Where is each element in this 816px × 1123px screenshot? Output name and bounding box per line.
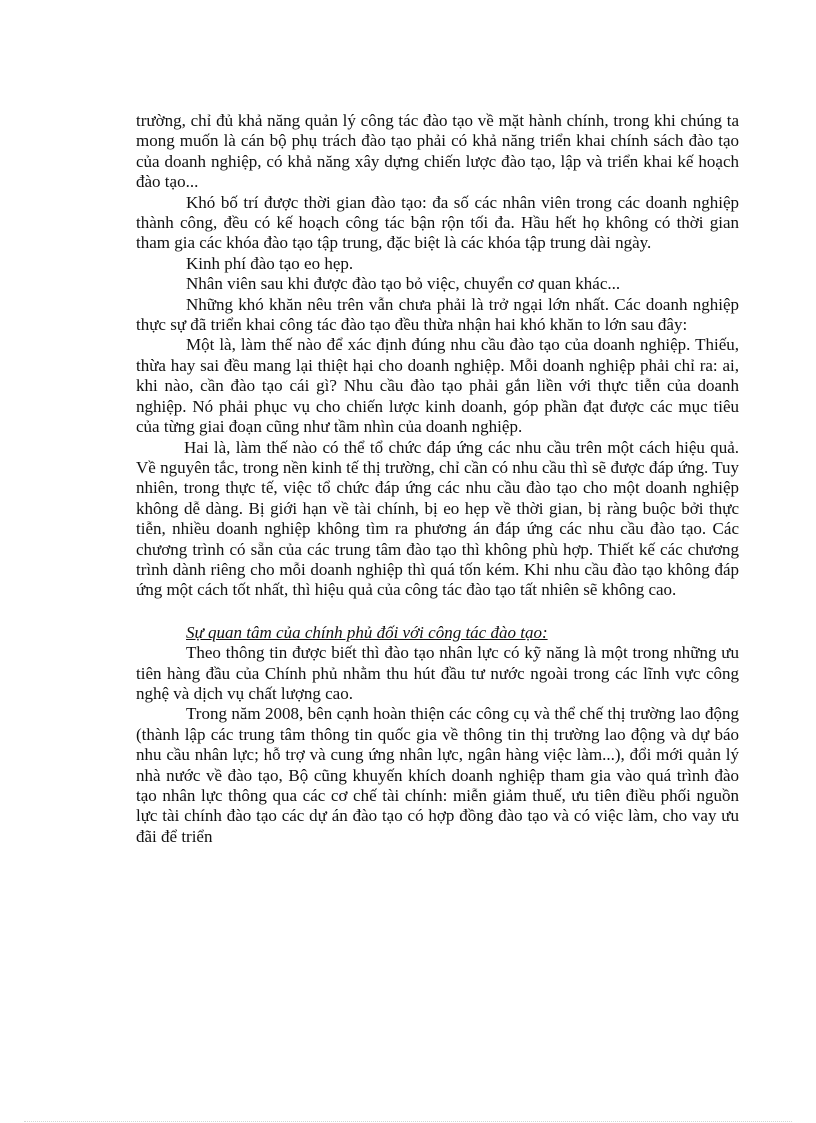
paragraph-main-difficulties: Những khó khăn nêu trên vẫn chưa phải là trở ngại lớn nhất. Các doanh nghiệp thực sự đã triển khai công tác đào tạo đều thừa nhận hai khó khăn to lớn sau đây: <box>136 294 739 335</box>
paragraph-time-constraint: Khó bố trí được thời gian đào tạo: đa số các nhân viên trong các doanh nghiệp thành công, đều có kế hoạch công tác bận rộn tối đa. Hầu hết họ không có thời gian tham gia các khóa đào tạo tập trung, đặc biệt là các khóa tập trung dài ngày. <box>136 192 739 253</box>
paragraph-continuation: trường, chỉ đủ khả năng quản lý công tác đào tạo về mặt hành chính, trong khi chúng ta mong muốn là cán bộ phụ trách đào tạo phải có khả năng triển khai chính sách đào tạo của doanh nghiệp, có khả năng xây dựng chiến lược đào tạo, lập và triển khai kế hoạch đào tạo... <box>136 111 739 192</box>
paragraph-first-difficulty: Một là, làm thế nào để xác định đúng nhu cầu đào tạo của doanh nghiệp. Thiếu, thừa hay sai đều mang lại thiệt hại cho doanh nghiệp. Mỗi doanh nghiệp phải chỉ ra: ai, khi nào, cần đào tạo cái gì? Nhu cầu đào tạo phải gắn liền với thực tiễn của doanh nghiệp. Nó phải phục vụ cho chiến lược kinh doanh, góp phần đạt được các mục tiêu của từng giai đoạn cũng như tầm nhìn của doanh nghiệp. <box>136 335 739 437</box>
paragraph-staff-leaving: Nhân viên sau khi được đào tạo bỏ việc, chuyển cơ quan khác... <box>186 274 621 294</box>
paragraph-2008-policy: Trong năm 2008, bên cạnh hoàn thiện các công cụ và thể chế thị trường lao động (thành lập các trung tâm thông tin quốc gia về thông tin thị trường lao động và dự báo nhu cầu nhân lực; hỗ trợ và cung ứng nhân lực, ngân hàng việc làm...), đổi mới quản lý nhà nước về đào tạo, Bộ cũng khuyến khích doanh nghiệp tham gia vào quá trình đào tạo nhân lực thông qua các cơ chế tài chính: miễn giảm thuế, ưu tiên điều phối nguồn lực tài chính đào tạo các dự án đào tạo có hợp đồng đào tạo và có việc làm, cho vay ưu đãi để triển <box>136 704 739 846</box>
paragraph-government-priority: Theo thông tin được biết thì đào tạo nhân lực có kỹ năng là một trong những ưu tiên hàng đầu của Chính phủ nhằm thu hút đầu tư nước ngoài trong các lĩnh vực công nghệ và dịch vụ chất lượng cao. <box>136 643 739 703</box>
section-heading: Sự quan tâm của chính phủ đối với công tác đào tạo: <box>186 622 548 642</box>
paragraph-second-difficulty: Hai là, làm thế nào có thể tổ chức đáp ứng các nhu cầu trên một cách hiệu quả. Về nguyên tắc, trong nền kinh tế thị trường, chỉ cần có nhu cầu thì sẽ được đáp ứng. Tuy nhiên, trong thực tế, việc tổ chức đáp ứng các nhu cầu đào tạo cho một doanh nghiệp không dễ dàng. Bị giới hạn về tài chính, bị eo hẹp về thời gian, bị ràng buộc bởi thực tiễn, nhiều doanh nghiệp không tìm ra phương án đáp ứng các nhu cầu đào tạo. Các chương trình có sẵn của các trung tâm đào tạo thì không phù hợp. Thiết kế các chương trình dành riêng cho mỗi doanh nghiệp thì quá tốn kém. Khi nhu cầu đào tạo không đáp ứng một cách tốt nhất, thì hiệu quả của công tác đào tạo tất nhiên sẽ không cao. <box>136 437 739 600</box>
paragraph-budget: Kinh phí đào tạo eo hẹp. <box>186 253 354 273</box>
document-page <box>136 111 739 847</box>
page-bottom-border <box>24 1121 792 1122</box>
section-spacer <box>136 601 739 623</box>
